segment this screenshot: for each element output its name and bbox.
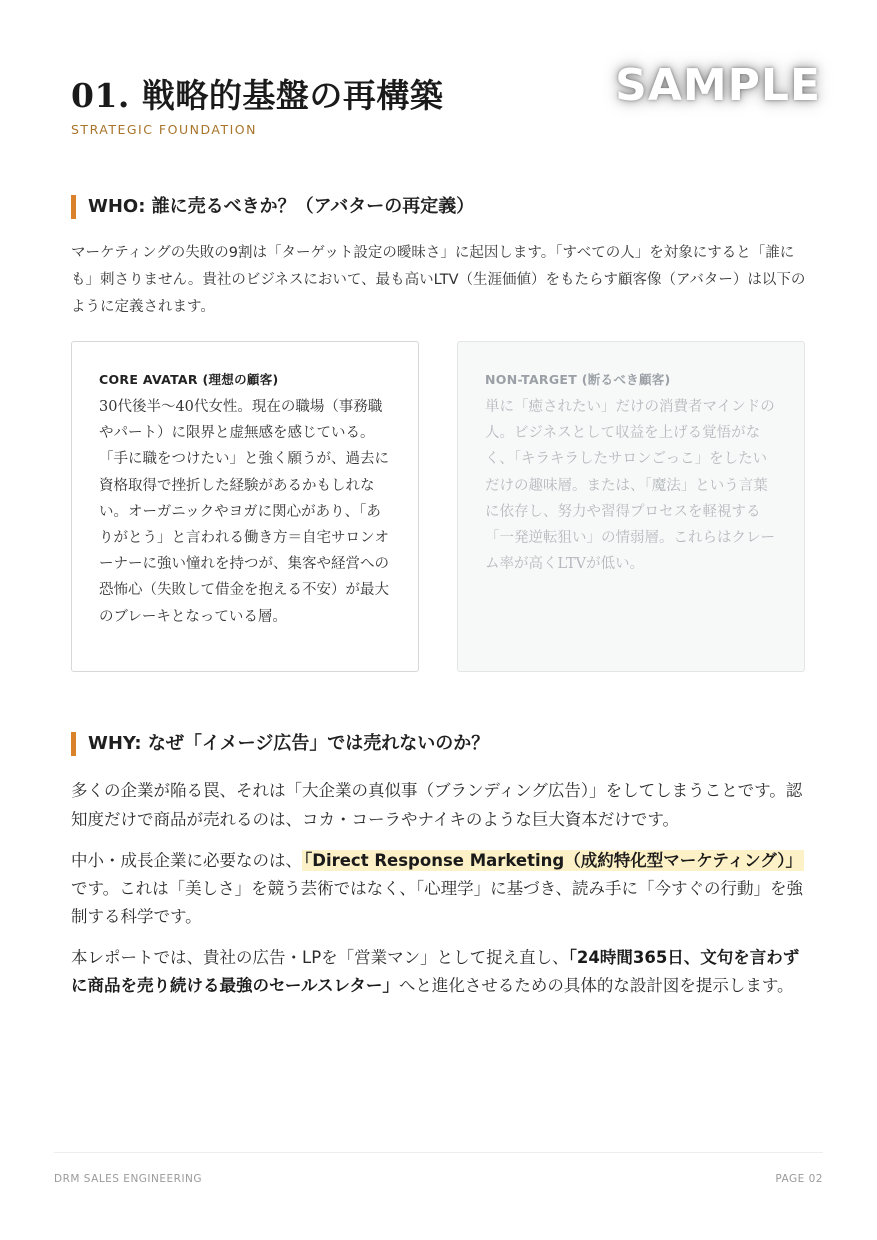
footer-divider — [54, 1152, 823, 1153]
drm-highlight: 「Direct Response Marketing（成約特化型マーケティング）」 — [304, 851, 802, 870]
non-target-label: NON-TARGET (断るべき顧客) — [485, 372, 671, 387]
core-avatar-text: 30代後半〜40代女性。現在の職場（事務職やパート）に限界と虚無感を感じている。「手に職をつけたい」と強く願うが、過去に資格取得で挫折した経験があるかもしれない。オーガニックやヨガに関心があり、「ありがとう」と言われる働き方＝自宅サロンオーナーに強い憧れを持つが、集客や経営への恐怖心（失敗して借金を抱える不安）が最大のブレーキとなっている層。 — [99, 399, 389, 625]
who-section-heading: WHO: 誰に売るべきか？（アバターの再定義） — [71, 195, 474, 219]
page-subtitle: STRATEGIC FOUNDATION — [71, 122, 257, 137]
why-section-heading: WHY: なぜ「イメージ広告」では売れないのか？ — [71, 732, 489, 756]
who-intro-paragraph: マーケティングの失敗の9割は「ターゲット設定の曖昧さ」に起因します。「すべての人」を対象にすると「誰にも」刺さりません。貴社のビジネスにおいて、最も高いLTV（生涯価値）をもたらす顧客像（アバター）は以下のように定義されます。 — [71, 245, 806, 315]
non-target-text: 単に「癒されたい」だけの消費者マインドの人。ビジネスとして収益を上げる覚悟がなく、「キラキラしたサロンごっこ」をしたいだけの趣味層。または、「魔法」という言葉に依存し、努力や習得プロセスを軽視する「一発逆転狙い」の情弱層。これらはクレーム率が高くLTVが低い。 — [485, 399, 775, 573]
why-paragraph-1: 多くの企業が陥る罠、それは「大企業の真似事（ブランディング広告）」をしてしまうことです。認知度だけで商品が売れるのは、コカ・コーラやナイキのような巨大資本だけです。 — [71, 781, 803, 829]
why-p2-lead: 中小・成長企業に必要なのは、 — [71, 851, 302, 870]
core-avatar-label: CORE AVATAR (理想の顧客) — [99, 372, 279, 387]
why-p3-lead: 本レポートでは、貴社の広告・LPを「営業マン」として捉え直し、 — [71, 948, 569, 967]
why-p3-tail: へと進化させるための具体的な設計図を提示します。 — [398, 975, 794, 995]
core-avatar-card — [71, 341, 419, 672]
why-paragraph-3 — [71, 944, 809, 999]
sales-letter-emphasis: 「24時間365日、文句を言わずに商品を売り続ける最強のセールスレター」 — [71, 948, 800, 995]
sample-watermark: SAMPLE — [615, 60, 821, 111]
footer-brand: DRM SALES ENGINEERING — [54, 1173, 203, 1185]
why-paragraph-2 — [71, 847, 809, 931]
why-p2-tail: です。これは「美しさ」を競う芸術ではなく、「心理学」に基づき、読み手に「今すぐの行動」を強制する科学です。 — [71, 879, 803, 926]
page-number: PAGE 02 — [775, 1173, 823, 1185]
page-title: 01. 戦略的基盤の再構築 — [71, 76, 444, 115]
non-target-card — [457, 341, 805, 672]
